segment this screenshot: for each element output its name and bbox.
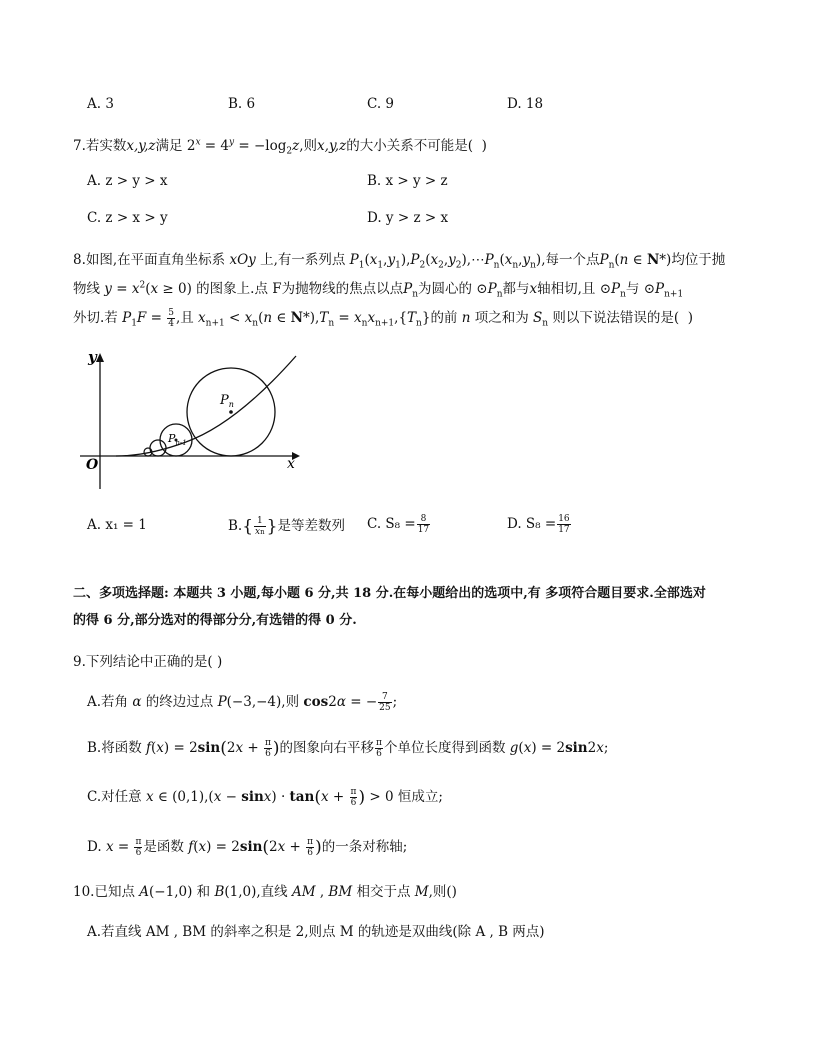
- q9-option-b: B.将函数 f(x) = 2sin(2x + $\frac{\pi}{6}$ )的图象向右平移 $\frac{\pi}{6}$ 个单位长度得到函数 g(x) = 2sin2x;: [87, 738, 609, 759]
- q8-option-a: A. x₁ = 1: [87, 517, 147, 533]
- q7-stem: 7.若实数x,y,z满足 $2^x = 4^y = -\log_2z$,则x,y,z的大小关系不可能是( ): [73, 137, 487, 157]
- q10-option-a: A.若直线 AM , BM 的斜率之积是 2,则点 M 的轨迹是双曲线(除 A , B 两点): [87, 924, 545, 940]
- y-axis-label: y: [88, 348, 97, 366]
- q6-option-b: B. 6: [228, 96, 256, 112]
- q9-option-a: A.若角 α 的终边过点 P(−3,−4),则 cos2α = − $\frac{7}{25}$ ;: [87, 692, 398, 713]
- x-axis-label: x: [287, 456, 295, 472]
- label-pn-1: $P_{n-1}$: [168, 432, 187, 447]
- y-axis-arrow: [96, 353, 104, 362]
- q10-stem: 10.已知点 A(−1,0) 和 B(1,0),直线 AM , BM 相交于点 M,则(): [73, 884, 457, 900]
- q7-option-d: D. y > z > x: [367, 210, 449, 226]
- q8-option-c: C. S₈ = $\frac{8}{17}$: [367, 514, 430, 535]
- q7-option-b: B. x > y > z: [367, 173, 448, 189]
- q6-option-d: D. 18: [507, 96, 544, 112]
- q8-line-3: 外切.若 $P_1F$ = $\frac{5}{4}$ ,且 $x_{n+1} < x_n(n$ ∈ $N*),T_n = x_nx_{n+1},\{T_n\}$的前 n 项之和为 $S_n$ 则以下说法错误的是( ): [73, 308, 694, 329]
- section2-line-1: 二、多项选择题: 本题共 3 小题,每小题 6 分,共 18 分.在每小题给出的选项中,有 多项符合题目要求.全部选对: [73, 586, 706, 601]
- q9-option-d: D. x = $\frac{\pi}{6}$ 是函数 f(x) = 2sin(2x + $\frac{\pi}{6}$ )的一条对称轴;: [87, 837, 408, 858]
- section2-line-2: 的得 6 分,部分选对的得部分分,有选错的得 0 分.: [73, 613, 357, 628]
- q8-line-2: 物线 $y = x^2(x \ge 0)$ 的图象上.点 F为抛物线的焦点以点$P_n$为圆心的 $⊙P_n$都与x轴相切,且 $⊙P_n$与 $⊙P_{n+1}$: [73, 280, 684, 300]
- q7-option-c: C. z > x > y: [87, 210, 168, 226]
- center-pn: [229, 410, 233, 414]
- q8-figure: [76, 344, 306, 494]
- q9-stem: 9.下列结论中正确的是( ): [73, 654, 223, 670]
- q8-option-b: B.{ $\frac{1}{xn}$ }是等差数列: [228, 516, 345, 537]
- circle-small: [150, 440, 166, 456]
- q6-option-a: A. 3: [87, 96, 114, 112]
- q6-option-c: C. 9: [367, 96, 395, 112]
- label-pn: $P_n$: [220, 393, 234, 409]
- q9-option-c: C.对任意 x ∈ (0,1),(x − sinx) · tan(x + $\frac{\pi}{6}$ ) > 0 恒成立;: [87, 787, 443, 808]
- q8-option-d: D. S₈ = $\frac{16}{17}$: [507, 514, 570, 535]
- q7-option-a: A. z > y > x: [87, 173, 168, 189]
- parabola-curve: [116, 356, 296, 456]
- origin-label: O: [86, 457, 99, 473]
- q8-line-1: 8.如图,在平面直角坐标系 xOy 上,有一系列点 $P_1(x_1,y_1),P_2(x_2,y_2),\cdots P_n(x_n,y_n)$,每一个点$P_n(n$ ∈ N*)均位于抛: [73, 252, 726, 271]
